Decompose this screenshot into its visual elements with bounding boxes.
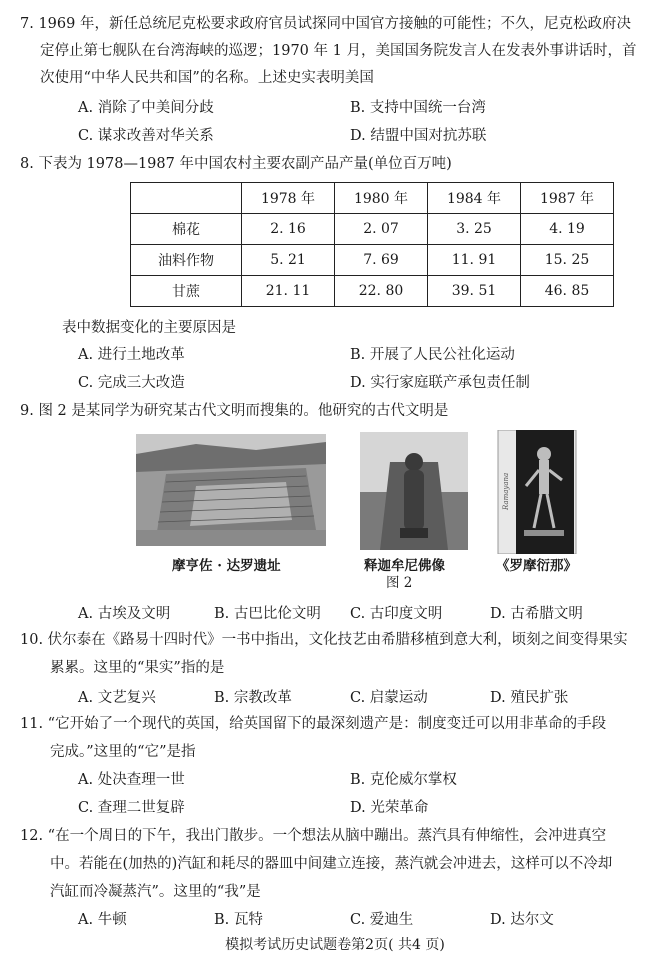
- table-cell: 22. 80: [335, 276, 428, 307]
- q10-line-1: 10. 伏尔泰在《路易十四时代》一书中指出，文化技艺由希腊移植到意大利，顷刻之间变得果实: [20, 632, 628, 648]
- ramayana-book-photo: [496, 430, 580, 554]
- q9-option-a: A. 古埃及文明: [78, 606, 171, 622]
- caption-ruins: 摩亨佐 · 达罗遗址: [172, 558, 281, 574]
- table-cell: 3. 25: [428, 214, 521, 245]
- table-row: [131, 245, 614, 276]
- table-cell: 1987 年: [521, 183, 614, 214]
- table-cell: 1980 年: [335, 183, 428, 214]
- caption-buddha: 释迦牟尼佛像: [364, 558, 445, 574]
- q11-option-c: C. 查理二世复辟: [78, 800, 185, 816]
- buddha-photo: [360, 432, 468, 550]
- figure-label: 图 2: [386, 575, 413, 591]
- ruins-photo: [136, 434, 326, 546]
- q7-line-1: 7. 1969 年，新任总统尼克松要求政府官员试探同中国官方接触的可能性；不久，尼克松政府决: [20, 16, 631, 32]
- q7-option-a: A. 消除了中美间分歧: [78, 100, 214, 116]
- table-cell: [131, 183, 242, 214]
- table-cell: 1984 年: [428, 183, 521, 214]
- q12-line-1: 12. “在一个周日的下午，我出门散步。一个想法从脑中蹦出。蒸汽具有伸缩性，会冲进真空: [20, 828, 607, 844]
- q12-option-d: D. 达尔文: [490, 912, 554, 928]
- table-cell: 棉花: [131, 214, 242, 245]
- q12-line-2: 中。若能在(加热的)汽缸和耗尽的器皿中间建立连接，蒸汽就会冲进去，这样可以不冷却: [50, 856, 613, 872]
- q8-option-c: C. 完成三大改造: [78, 375, 185, 391]
- q11-line-1: 11. “它开始了一个现代的英国，给英国留下的最深刻遗产是：制度变迁可以用非革命的手段: [20, 716, 607, 732]
- q11-line-2: 完成。”这里的“它”是指: [50, 744, 196, 760]
- q9-option-c: C. 古印度文明: [350, 606, 443, 622]
- q12-option-a: A. 牛顿: [78, 912, 127, 928]
- q10-option-c: C. 启蒙运动: [350, 690, 428, 706]
- q8-question: 表中数据变化的主要原因是: [62, 320, 236, 336]
- q9-option-d: D. 古希腊文明: [490, 606, 583, 622]
- q11-option-d: D. 光荣革命: [350, 800, 429, 816]
- q9-option-b: B. 古巴比伦文明: [214, 606, 321, 622]
- table-cell: 7. 69: [335, 245, 428, 276]
- q12-option-b: B. 瓦特: [214, 912, 263, 928]
- table-cell: 39. 51: [428, 276, 521, 307]
- table-cell: 1978 年: [242, 183, 335, 214]
- table-cell: 4. 19: [521, 214, 614, 245]
- q7-option-b: B. 支持中国统一台湾: [350, 100, 486, 116]
- q10-option-b: B. 宗教改革: [214, 690, 292, 706]
- table-cell: 2. 16: [242, 214, 335, 245]
- q12-option-c: C. 爱迪生: [350, 912, 414, 928]
- table-header-row: [131, 183, 614, 214]
- figure-2: [136, 428, 584, 591]
- caption-ramayana: 《罗摩衍那》: [496, 558, 577, 574]
- page-footer: 模拟考试历史试题卷第2页( 共4 页): [225, 937, 445, 953]
- q10-option-a: A. 文艺复兴: [78, 690, 156, 706]
- q8-option-b: B. 开展了人民公社化运动: [350, 347, 515, 363]
- q11-option-b: B. 克伦威尔掌权: [350, 772, 457, 788]
- q9-stem: 9. 图 2 是某同学为研究某古代文明而搜集的。他研究的古代文明是: [20, 403, 449, 419]
- q11-option-a: A. 处决查理一世: [78, 772, 185, 788]
- q10-line-2: 累累。这里的“果实”指的是: [50, 660, 225, 676]
- q8-stem: 8. 下表为 1978—1987 年中国农村主要农副产品产量(单位百万吨): [20, 156, 452, 172]
- book-spine-text: Ramayana: [502, 472, 510, 510]
- q7-option-c: C. 谋求改善对华关系: [78, 128, 214, 144]
- table-cell: 甘蔗: [131, 276, 242, 307]
- q7-line-2: 定停止第七舰队在台湾海峡的巡逻；1970 年 1 月，美国国务院发言人在发表外事讲话时，首: [40, 43, 637, 59]
- table-row: [131, 276, 614, 307]
- q8-option-d: D. 实行家庭联产承包责任制: [350, 375, 530, 391]
- table-cell: 2. 07: [335, 214, 428, 245]
- q10-option-d: D. 殖民扩张: [490, 690, 569, 706]
- table-cell: 11. 91: [428, 245, 521, 276]
- q8-option-a: A. 进行土地改革: [78, 347, 185, 363]
- table-cell: 5. 21: [242, 245, 335, 276]
- q7-option-d: D. 结盟中国对抗苏联: [350, 128, 487, 144]
- table-cell: 油料作物: [131, 245, 242, 276]
- table-cell: 15. 25: [521, 245, 614, 276]
- q7-line-3: 次使用“中华人民共和国”的名称。上述史实表明美国: [40, 70, 374, 86]
- q12-line-3: 汽缸而冷凝蒸汽”。这里的“我”是: [50, 884, 261, 900]
- table-row: [131, 214, 614, 245]
- table-cell: 46. 85: [521, 276, 614, 307]
- table-cell: 21. 11: [242, 276, 335, 307]
- production-table: [130, 182, 614, 307]
